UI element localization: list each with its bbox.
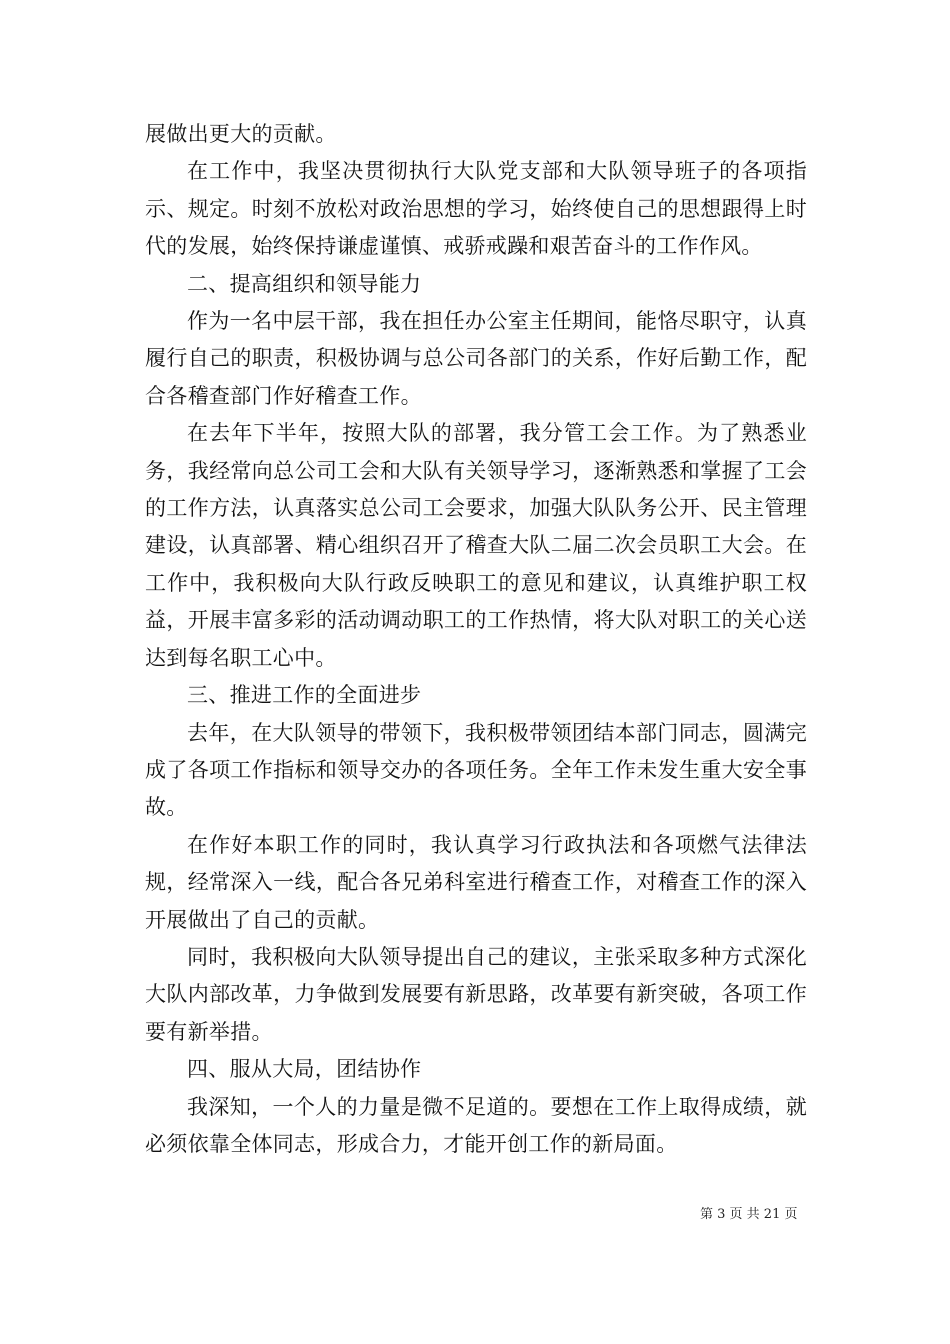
paragraph-office-director: 作为一名中层干部，我在担任办公室主任期间，能恪尽职守，认真履行自己的职责，积极协调与总公司各部门的关系，作好后勤工作，配合各稽查部门作好稽查工作。 xyxy=(145,309,807,408)
paragraph-continuation: 展做出更大的贡献。 xyxy=(145,122,337,146)
section-heading-4: 四、服从大局，团结协作 xyxy=(187,1057,422,1082)
paragraph-last-year: 去年，在大队领导的带领下，我积极带领团结本部门同志，圆满完成了各项工作指标和领导交办的各项任务。全年工作未发生重大安全事故。 xyxy=(145,720,807,820)
document-body xyxy=(145,116,807,1163)
paragraph-union-work: 在去年下半年，按照大队的部署，我分管工会工作。为了熟悉业务，我经常向总公司工会和大队有关领导学习，逐渐熟悉和掌握了工会的工作方法，认真落实总公司工会要求，加强大队队务公开、民主管理建设，认真部署、精心组织召开了稽查大队二届二次会员职工大会。在工作中，我积极向大队行政反映职工的意见和建议，认真维护职工权益，开展丰富多彩的活动调动职工的工作热情，将大队对职工的关心送达到每名职工心中。 xyxy=(145,421,807,670)
paragraph-reform-suggestions: 同时，我积极向大队领导提出自己的建议，主张采取多种方式深化大队内部改革，力争做到发展要有新思路，改革要有新突破，各项工作要有新举措。 xyxy=(145,944,807,1044)
paragraph-teamwork: 我深知，一个人的力量是微不足道的。要想在工作上取得成绩，就必须依靠全体同志，形成合力，才能开创工作的新局面。 xyxy=(145,1094,807,1156)
page-number-footer: 第 3 页 共 21 页 xyxy=(700,1207,798,1222)
section-heading-2: 二、提高组织和领导能力 xyxy=(187,271,422,296)
paragraph-work-attitude: 在工作中，我坚决贯彻执行大队党支部和大队领导班子的各项指示、规定。时刻不放松对政治思想的学习，始终使自己的思想跟得上时代的发展，始终保持谦虚谨慎、戒骄戒躁和艰苦奋斗的工作作风。 xyxy=(145,159,807,259)
paragraph-law-study: 在作好本职工作的同时，我认真学习行政执法和各项燃气法律法规，经常深入一线，配合各兄弟科室进行稽查工作，对稽查工作的深入开展做出了自己的贡献。 xyxy=(145,832,807,932)
section-heading-3: 三、推进工作的全面进步 xyxy=(187,683,422,708)
